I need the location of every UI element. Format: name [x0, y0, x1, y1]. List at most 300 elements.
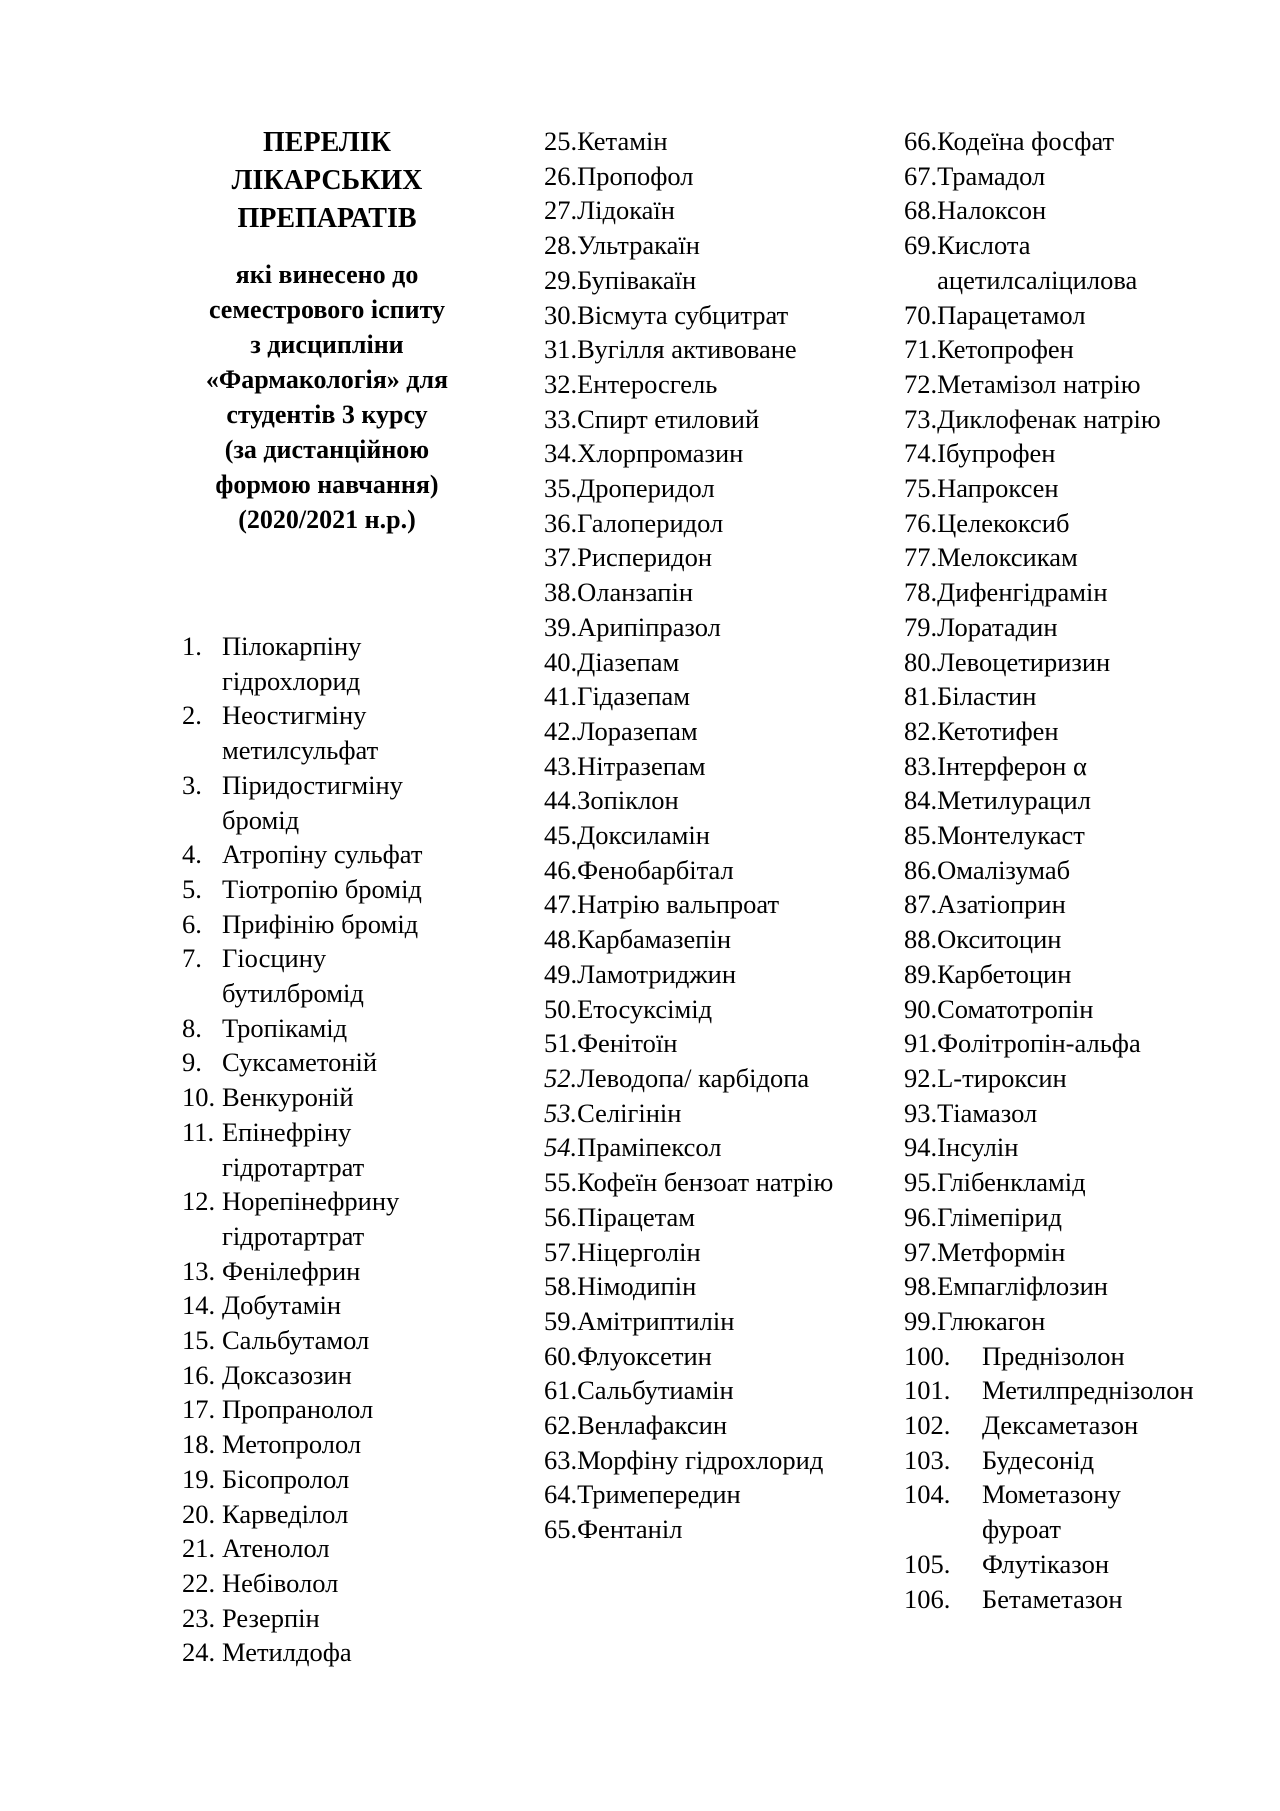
list-item	[904, 1061, 1204, 1096]
drug-name: Вугілля активоване	[577, 334, 797, 365]
drug-name: Гіосцину бутилбромід	[222, 943, 364, 1009]
list-item	[182, 1497, 472, 1532]
list-item	[182, 629, 472, 698]
item-number: 57.	[544, 1236, 578, 1267]
item-number: 88.	[904, 924, 938, 955]
drug-name: Ніцерголін	[577, 1236, 701, 1267]
drug-name: Дроперидол	[577, 473, 715, 504]
list-item	[904, 159, 1204, 194]
list-item	[904, 1235, 1204, 1270]
drug-name: Хлорпромазин	[577, 438, 744, 469]
column-3	[904, 124, 1204, 1616]
item-number: 10.	[182, 1082, 216, 1113]
item-number: 33.	[544, 403, 578, 434]
list-item	[904, 193, 1204, 228]
item-number: 81.	[904, 681, 938, 712]
list-item	[544, 1200, 874, 1235]
item-number: 19.	[182, 1463, 216, 1494]
drug-name: Глюкагон	[937, 1305, 1046, 1336]
drug-name: Доксазозин	[222, 1359, 352, 1390]
drug-name: Флуоксетин	[577, 1340, 712, 1371]
item-number: 62.	[544, 1410, 578, 1441]
item-number: 100.	[904, 1340, 951, 1371]
drug-name: Галоперидол	[577, 507, 724, 538]
item-number: 66.	[904, 126, 938, 156]
list-item	[182, 1080, 472, 1115]
drug-name: Селігінін	[577, 1097, 682, 1128]
item-number: 76.	[904, 507, 938, 538]
drug-name: Лоратадин	[937, 611, 1058, 642]
list-item	[544, 193, 874, 228]
drug-name: Левоцетиризин	[937, 646, 1111, 677]
item-number: 51.	[544, 1028, 578, 1059]
list-item	[904, 1582, 1204, 1617]
list-item	[182, 1531, 472, 1566]
drug-name: Фентаніл	[577, 1514, 683, 1545]
list-item	[544, 540, 874, 575]
list-item	[904, 1200, 1204, 1235]
document-subtitle	[182, 257, 472, 537]
drug-name: Парацетамол	[937, 299, 1086, 330]
list-item	[904, 645, 1204, 680]
list-item	[182, 907, 472, 942]
drug-name: Морфіну гідрохлорид	[577, 1444, 824, 1475]
item-number: 39.	[544, 611, 578, 642]
item-number: 77.	[904, 542, 938, 573]
list-item	[904, 1304, 1204, 1339]
item-number: 8.	[182, 1012, 202, 1043]
subtitle-line: (за дистанційною	[224, 435, 430, 464]
list-item	[904, 610, 1204, 645]
item-number: 37.	[544, 542, 578, 573]
drug-name: Ібупрофен	[937, 438, 1056, 469]
list-item	[182, 768, 472, 837]
drug-name: Налоксон	[937, 195, 1047, 226]
drug-name: Дексаметазон	[982, 1410, 1139, 1441]
item-number: 56.	[544, 1201, 578, 1232]
drug-name: Фенілефрин	[222, 1255, 361, 1286]
item-number: 9.	[182, 1047, 202, 1078]
item-number: 21.	[182, 1533, 216, 1564]
drug-list-3	[904, 124, 1204, 1616]
item-number: 43.	[544, 750, 578, 781]
list-item	[904, 228, 1204, 297]
list-item	[904, 298, 1204, 333]
drug-name: Азатіоприн	[937, 889, 1066, 920]
list-item	[544, 992, 874, 1027]
item-number: 93.	[904, 1097, 938, 1128]
drug-list-2	[544, 124, 874, 1547]
list-item	[182, 1358, 472, 1393]
subtitle-line: з дисципліни	[250, 330, 404, 359]
list-item	[904, 332, 1204, 367]
list-item	[904, 957, 1204, 992]
item-number: 20.	[182, 1498, 216, 1529]
drug-name: Лідокаїн	[577, 195, 675, 226]
list-item	[544, 957, 874, 992]
list-item	[544, 1165, 874, 1200]
list-item	[904, 714, 1204, 749]
item-number: 18.	[182, 1429, 216, 1460]
drug-name: Нітразепам	[577, 750, 706, 781]
drug-name: Дифенгідрамін	[937, 577, 1108, 608]
list-item	[904, 1096, 1204, 1131]
item-number: 91.	[904, 1028, 938, 1059]
item-number: 58.	[544, 1271, 578, 1302]
item-number: 45.	[544, 820, 578, 851]
drug-name: Карбамазепін	[577, 924, 732, 955]
item-number: 78.	[904, 577, 938, 608]
list-item	[904, 506, 1204, 541]
list-item	[544, 471, 874, 506]
drug-name: Ламотриджин	[577, 958, 737, 989]
item-number: 29.	[544, 264, 578, 295]
item-number: 99.	[904, 1305, 938, 1336]
item-number: 103.	[904, 1444, 951, 1475]
item-number: 36.	[544, 507, 578, 538]
item-number: 74.	[904, 438, 938, 469]
list-item	[182, 1184, 472, 1253]
list-item	[544, 714, 874, 749]
list-item	[904, 402, 1204, 437]
drug-name: Фолітропін-альфа	[937, 1028, 1141, 1059]
item-number: 101.	[904, 1375, 951, 1406]
drug-name: Глібенкламід	[937, 1167, 1086, 1198]
list-item	[904, 992, 1204, 1027]
drug-name: Оланзапін	[577, 577, 694, 608]
drug-name: Зопіклон	[577, 785, 679, 816]
drug-name: Рисперидон	[577, 542, 713, 573]
list-item	[544, 1408, 874, 1443]
drug-name: Праміпексол	[577, 1132, 722, 1163]
list-item	[544, 263, 874, 298]
list-item	[544, 887, 874, 922]
list-item	[544, 228, 874, 263]
item-number: 61.	[544, 1375, 578, 1406]
drug-name: Будесонід	[982, 1444, 1095, 1475]
item-number: 41.	[544, 681, 578, 712]
drug-name: Інсулін	[937, 1132, 1019, 1163]
drug-name: Доксиламін	[577, 820, 710, 851]
list-item	[544, 332, 874, 367]
list-item	[544, 436, 874, 471]
list-item	[904, 1373, 1204, 1408]
item-number: 17.	[182, 1394, 216, 1425]
list-item	[544, 679, 874, 714]
subtitle-line: які винесено до	[235, 260, 419, 289]
item-number: 1.	[182, 631, 202, 661]
drug-name: Метилпреднізолон	[982, 1375, 1194, 1406]
item-number: 48.	[544, 924, 578, 955]
item-number: 63.	[544, 1444, 578, 1475]
drug-name: Целекоксиб	[937, 507, 1070, 538]
drug-name: Біластин	[937, 681, 1037, 712]
drug-name: Метилдофа	[222, 1637, 352, 1668]
item-number: 25.	[544, 126, 578, 156]
drug-name: Бетаметазон	[982, 1583, 1123, 1614]
item-number: 6.	[182, 908, 202, 939]
item-number: 11.	[182, 1116, 215, 1147]
list-item	[544, 749, 874, 784]
list-item	[544, 575, 874, 610]
item-number: 97.	[904, 1236, 938, 1267]
item-number: 35.	[544, 473, 578, 504]
item-number: 79.	[904, 611, 938, 642]
list-item	[544, 1373, 874, 1408]
item-number: 32.	[544, 368, 578, 399]
item-number: 2.	[182, 700, 202, 731]
list-item	[544, 1096, 874, 1131]
item-number: 38.	[544, 577, 578, 608]
list-item	[544, 506, 874, 541]
drug-name: Фенобарбітал	[577, 854, 734, 885]
list-item	[544, 922, 874, 957]
drug-name: Кислота ацетилсаліцилова	[937, 230, 1138, 295]
list-item	[904, 471, 1204, 506]
drug-name: Пропранолол	[222, 1394, 374, 1425]
list-item	[544, 1026, 874, 1061]
list-item	[544, 124, 874, 159]
item-number: 50.	[544, 993, 578, 1024]
list-item	[544, 610, 874, 645]
list-item	[182, 1427, 472, 1462]
item-number: 95.	[904, 1167, 938, 1198]
item-number: 31.	[544, 334, 578, 365]
item-number: 55.	[544, 1167, 578, 1198]
list-item	[544, 1304, 874, 1339]
drug-name: Соматотропін	[937, 993, 1094, 1024]
drug-name: Атропіну сульфат	[222, 839, 423, 870]
item-number: 3.	[182, 769, 202, 800]
list-item	[182, 1462, 472, 1497]
item-number: 22.	[182, 1567, 216, 1598]
item-number: 104.	[904, 1479, 951, 1510]
drug-name: Метилурацил	[937, 785, 1091, 816]
list-item	[904, 818, 1204, 853]
item-number: 4.	[182, 839, 202, 870]
drug-name: Гідазепам	[577, 681, 690, 712]
item-number: 13.	[182, 1255, 216, 1286]
drug-name: Лоразепам	[577, 715, 698, 746]
item-number: 24.	[182, 1637, 216, 1668]
subtitle-line: (2020/2021 н.р.)	[238, 505, 416, 534]
list-item	[544, 853, 874, 888]
subtitle-line: формою навчання)	[215, 470, 439, 499]
drug-name: Окситоцин	[937, 924, 1062, 955]
item-number: 82.	[904, 715, 938, 746]
item-number: 89.	[904, 958, 938, 989]
list-item	[904, 1547, 1204, 1582]
list-item	[904, 1269, 1204, 1304]
item-number: 96.	[904, 1201, 938, 1232]
drug-name: Флутіказон	[982, 1548, 1110, 1579]
drug-name: Кетопрофен	[937, 334, 1074, 365]
list-item	[182, 941, 472, 1010]
drug-name: Кодеїна фосфат	[937, 126, 1115, 156]
list-item	[544, 1130, 874, 1165]
drug-name: Кетамін	[577, 126, 668, 156]
drug-name: Бупівакаїн	[577, 264, 697, 295]
item-number: 44.	[544, 785, 578, 816]
item-number: 98.	[904, 1271, 938, 1302]
list-item	[904, 783, 1204, 818]
drug-name: Прифінію бромід	[222, 908, 419, 939]
item-number: 52.	[544, 1062, 578, 1093]
item-number: 23.	[182, 1602, 216, 1633]
list-item	[904, 853, 1204, 888]
list-item	[904, 367, 1204, 402]
list-item	[544, 159, 874, 194]
drug-name: Суксаметоній	[222, 1047, 378, 1078]
drug-name: Сальбутамол	[222, 1325, 370, 1356]
item-number: 14.	[182, 1290, 216, 1321]
list-item	[904, 887, 1204, 922]
drug-name: Тіамазол	[937, 1097, 1038, 1128]
list-item	[544, 1443, 874, 1478]
item-number: 102.	[904, 1410, 951, 1441]
drug-name: Напроксен	[937, 473, 1059, 504]
drug-name: Пірацетам	[577, 1201, 696, 1232]
list-item	[544, 1339, 874, 1374]
item-number: 85.	[904, 820, 938, 851]
drug-name: Метопролол	[222, 1429, 362, 1460]
drug-name: Небіволол	[222, 1567, 339, 1598]
drug-name: Амітриптилін	[577, 1305, 735, 1336]
list-item	[904, 1408, 1204, 1443]
drug-name: Спирт етиловий	[577, 403, 760, 434]
item-number: 71.	[904, 334, 938, 365]
drug-name: Венлафаксин	[577, 1410, 728, 1441]
list-item	[904, 124, 1204, 159]
list-item	[904, 436, 1204, 471]
item-number: 27.	[544, 195, 578, 226]
item-number: 72.	[904, 368, 938, 399]
drug-name: L-тироксин	[937, 1062, 1067, 1093]
column-2	[544, 124, 874, 1547]
drug-name: Диклофенак натрію	[937, 403, 1161, 434]
item-number: 105.	[904, 1548, 951, 1579]
item-number: 26.	[544, 160, 578, 191]
drug-name: Мелоксикам	[937, 542, 1078, 573]
item-number: 70.	[904, 299, 938, 330]
item-number: 16.	[182, 1359, 216, 1390]
item-number: 94.	[904, 1132, 938, 1163]
drug-name: Кетотифен	[937, 715, 1059, 746]
drug-name: Венкуроній	[222, 1082, 354, 1113]
drug-name: Натрію вальпроат	[577, 889, 780, 920]
drug-name: Вісмута субцитрат	[577, 299, 789, 330]
item-number: 90.	[904, 993, 938, 1024]
drug-name: Преднізолон	[982, 1340, 1125, 1371]
subtitle-line: «Фармакологія» для	[205, 365, 449, 394]
list-item	[904, 1443, 1204, 1478]
list-item	[904, 575, 1204, 610]
list-item	[904, 1026, 1204, 1061]
document-title	[182, 124, 472, 238]
list-item	[544, 1269, 874, 1304]
drug-name: Резерпін	[222, 1602, 320, 1633]
item-number: 12.	[182, 1186, 216, 1217]
drug-name: Пілокарпіну гідрохлорид	[222, 631, 362, 696]
item-number: 65.	[544, 1514, 578, 1545]
title-line: ЛІКАРСЬКИХ	[231, 165, 423, 196]
drug-name: Пропофол	[577, 160, 694, 191]
list-item	[544, 1061, 874, 1096]
drug-name: Неостигміну метилсульфат	[222, 700, 379, 766]
list-item	[904, 749, 1204, 784]
item-number: 5.	[182, 873, 202, 904]
drug-name: Карбетоцин	[937, 958, 1072, 989]
item-number: 86.	[904, 854, 938, 885]
drug-name: Атенолол	[222, 1533, 330, 1564]
list-item	[544, 402, 874, 437]
list-item	[544, 818, 874, 853]
item-number: 64.	[544, 1479, 578, 1510]
drug-name: Карведілол	[222, 1498, 349, 1529]
list-item	[904, 679, 1204, 714]
item-number: 34.	[544, 438, 578, 469]
list-item	[182, 698, 472, 767]
item-number: 15.	[182, 1325, 216, 1356]
drug-name: Метформін	[937, 1236, 1066, 1267]
drug-name: Ультракаїн	[577, 230, 700, 261]
list-item	[182, 1254, 472, 1289]
list-item	[182, 1045, 472, 1080]
list-item	[182, 837, 472, 872]
list-item	[182, 1635, 472, 1670]
drug-name: Тропікамід	[222, 1012, 348, 1043]
drug-name: Омалізумаб	[937, 854, 1071, 885]
item-number: 30.	[544, 299, 578, 330]
list-item	[904, 1130, 1204, 1165]
list-item	[904, 1165, 1204, 1200]
drug-name: Сальбутиамін	[577, 1375, 734, 1406]
drug-name: Епінефріну гідротартрат	[222, 1116, 365, 1182]
list-item	[182, 1288, 472, 1323]
drug-name: Діазепам	[577, 646, 680, 677]
item-number: 67.	[904, 160, 938, 191]
item-number: 42.	[544, 715, 578, 746]
item-number: 59.	[544, 1305, 578, 1336]
item-number: 87.	[904, 889, 938, 920]
list-item	[544, 1477, 874, 1512]
item-number: 73.	[904, 403, 938, 434]
item-number: 47.	[544, 889, 578, 920]
item-number: 49.	[544, 958, 578, 989]
drug-name: Глімепірид	[937, 1201, 1063, 1232]
drug-name: Норепінефрину гідротартрат	[222, 1186, 400, 1251]
item-number: 54.	[544, 1132, 578, 1163]
drug-name: Добутамін	[222, 1290, 342, 1321]
item-number: 53.	[544, 1097, 578, 1128]
drug-name: Піридостигміну бромід	[222, 769, 403, 835]
drug-name: Арипіпразол	[577, 611, 721, 642]
list-item	[904, 1477, 1204, 1546]
list-item	[904, 1339, 1204, 1374]
list-item	[182, 1011, 472, 1046]
item-number: 84.	[904, 785, 938, 816]
item-number: 40.	[544, 646, 578, 677]
list-item	[544, 367, 874, 402]
drug-name: Фенітоїн	[577, 1028, 678, 1059]
list-item	[544, 1235, 874, 1270]
drug-name: Етосуксімід	[577, 993, 713, 1024]
drug-name: Мометазону фуроат	[982, 1479, 1121, 1545]
item-number: 75.	[904, 473, 938, 504]
item-number: 7.	[182, 943, 202, 974]
list-item	[544, 1512, 874, 1547]
list-item	[544, 783, 874, 818]
